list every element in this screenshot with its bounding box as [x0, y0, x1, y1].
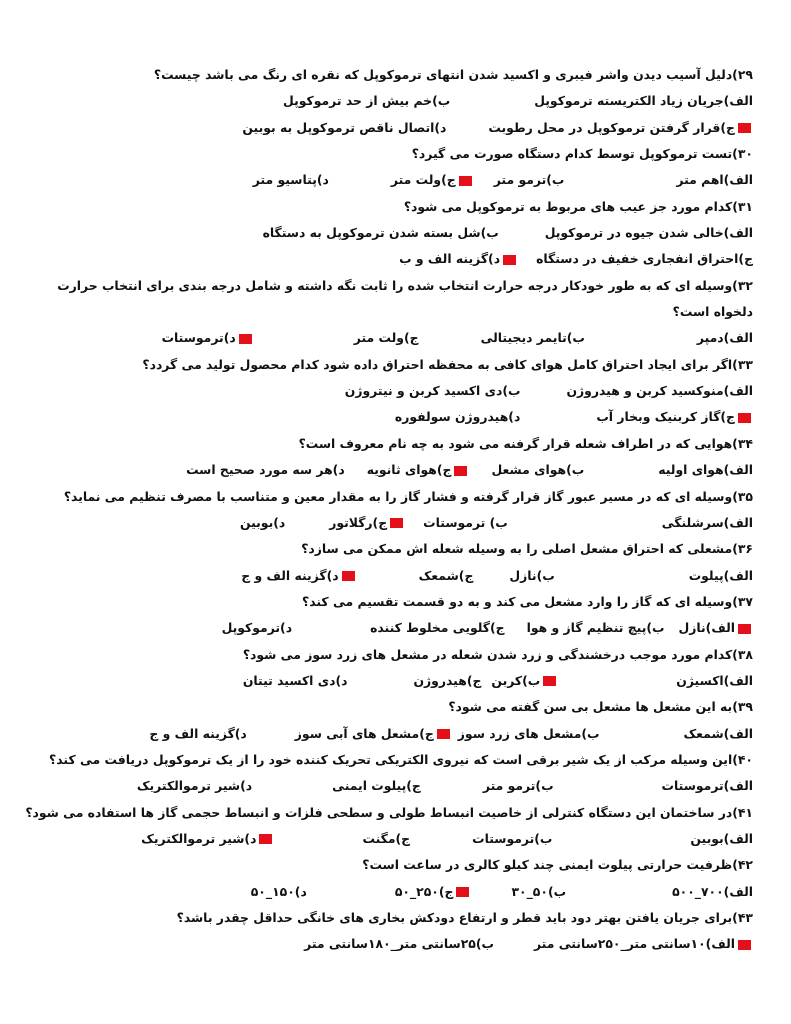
correct-answer-marker: [236, 325, 254, 351]
options-29a: [48, 88, 753, 114]
options-42: [48, 879, 753, 905]
option-c: ج)مگنت: [362, 830, 411, 846]
options-36: [48, 563, 753, 589]
options-34: [48, 457, 753, 483]
option-d: د)بوبین: [239, 514, 286, 530]
option-a: الف)اکسیژن: [676, 672, 753, 688]
question-35: ۳۵)وسیله ای که در مسیر عبور گاز قرار گرفته و فشار گاز را به مقدار معین و متناسب با مصرف تنظیم می نماید؟: [63, 488, 753, 504]
option-a: الف)۱۰سانتی متر_۲۵۰سانتی متر: [533, 936, 735, 952]
option-d: د)ترموکوپل: [221, 620, 293, 636]
question-43: ۴۳)برای جریان یافتن بهتر دود باید قطر و ارتفاع دودکش بخاری های خانگی حداقل چقدر باشد؟: [176, 910, 753, 925]
question-36: ۳۶)مشعلی که احتراق مشعل اصلی را به وسیله شعله اش ممکن می سازد؟: [301, 541, 753, 557]
options-31b: [48, 246, 753, 272]
correct-answer-marker: [540, 668, 558, 694]
option-c: ج)هیدروژن: [413, 672, 482, 688]
question-29: ۲۹)دلیل آسیب دیدن واشر فیبری و اکسید شدن انتهای ترموکوپل که نقره ای رنگ می باشد چیست؟: [153, 67, 753, 82]
option-b: ب)ترمو متر: [493, 172, 565, 188]
correct-answer-marker: [735, 404, 753, 430]
option-a: الف)۷۰۰_۵۰۰: [672, 883, 753, 899]
option-a: الف)ترموستات: [661, 778, 753, 794]
correct-answer-marker: [453, 879, 471, 905]
options-35: [48, 510, 753, 536]
options-33a: [48, 378, 753, 404]
question-42: ۴۲)ظرفیت حرارتی پیلوت ایمنی چند کیلو کالری در ساعت است؟: [362, 857, 753, 873]
option-c: ج)پیلوت ایمنی: [332, 778, 421, 794]
option-a: الف)دمپر: [696, 330, 753, 346]
option-b: ب)۵۰_۳۰: [511, 883, 567, 899]
option-c: ج)ولت متر: [390, 172, 456, 188]
option-c: ج)گلویی مخلوط کننده: [370, 620, 505, 636]
question-33: ۳۳)اگر برای ایجاد احتراق کامل هوای کافی به محفظه احتراق داده شود کدام محصول تولید می گردد؟: [142, 356, 753, 372]
option-b: ب)ترموستات: [472, 830, 553, 846]
option-b: ب)تایمر دیجیتالی: [480, 330, 585, 346]
option-c: ج)قرار گرفتن ترموکوپل در محل رطوبت: [488, 119, 735, 135]
option-d: د)هر سه مورد صحیح است: [186, 462, 345, 478]
option-d: د)۱۵۰_۵۰: [250, 883, 307, 899]
option-d: د)گزینه الف و ج: [241, 567, 339, 583]
option-a: الف)هوای اولیه: [658, 462, 753, 478]
question-40: ۴۰)این وسیله مرکب از یک شیر برقی است که نیروی الکتریکی تحریک کننده خود را از یک ترموکوپل دریافت می کند؟: [49, 751, 753, 767]
option-a: الف)جریان زیاد الکتریسته ترموکوپل: [534, 93, 753, 109]
option-d: د)پتاسیو متر: [252, 172, 329, 188]
option-c: ج)شمعک: [418, 567, 474, 583]
option-b: ب)دی اکسید کربن و نیتروژن: [344, 383, 521, 399]
option-d: د)دی اکسید تیتان: [242, 672, 348, 688]
option-d: د)گزینه الف و ب: [399, 251, 501, 267]
option-c: ج)ولت متر: [353, 330, 419, 346]
option-a: الف)سرشلنگی: [661, 514, 753, 530]
option-d: د)اتصال ناقص ترموکوپل به بوبین: [242, 119, 447, 135]
option-b: ب)۲۵سانتی متر_۱۸۰سانتی متر: [304, 936, 494, 952]
question-30: ۳۰)تست ترموکوپل توسط کدام دستگاه صورت می گیرد؟: [411, 146, 753, 162]
correct-answer-marker: [256, 826, 274, 852]
option-a: الف)پیلوت: [688, 567, 753, 583]
option-c: ج)گاز کربنیک وبخار آب: [596, 409, 735, 425]
option-b: ب)مشعل های زرد سوز: [457, 725, 600, 741]
options-31a: [48, 220, 753, 246]
option-a: الف)خالی شدن جیوه در ترموکوپل: [544, 225, 753, 241]
option-d: د)شیر ترموالکتریک: [141, 830, 257, 846]
option-b: ب)هوای مشعل: [491, 462, 585, 478]
option-b: ب)شل بسته شدن ترموکوپل به دستگاه: [262, 225, 499, 241]
option-c: ج)۲۵۰_۵۰: [394, 883, 454, 899]
question-41: ۴۱)در ساختمان این دستگاه کنترلی از خاصیت انبساط طولی و سطحی فلزات و انبساط حجمی گاز ها استفاده می شود؟: [25, 804, 753, 820]
options-40: [48, 773, 753, 799]
option-a: الف)شمعک: [683, 725, 753, 741]
option-b: ب) ترموستات: [423, 514, 508, 530]
options-37: [48, 615, 753, 641]
correct-answer-marker: [735, 115, 753, 141]
correct-answer-marker: [735, 615, 753, 641]
options-30: [48, 167, 753, 193]
option-a: الف)بوبین: [690, 830, 753, 846]
question-32-cont: دلخواه است؟: [672, 304, 753, 320]
correct-answer-marker: [387, 510, 405, 536]
question-34: ۳۴)هوایی که در اطراف شعله قرار گرفنه می شود به چه نام معروف است؟: [298, 435, 753, 451]
question-38: ۳۸)کدام مورد موجب درخشندگی و زرد شدن شعله در مشعل های زرد سوز می شود؟: [242, 646, 753, 662]
correct-answer-marker: [451, 457, 469, 483]
option-d: د)ترموستات: [161, 330, 236, 346]
options-29b: [48, 115, 753, 141]
option-a: الف)منوکسید کربن و هیدروژن: [566, 383, 753, 399]
correct-answer-marker: [500, 246, 518, 272]
option-d: د)هیدروژن سولفوره: [394, 409, 521, 425]
options-32: [48, 325, 753, 351]
option-d: د)گزینه الف و ج: [149, 725, 247, 741]
question-32: ۳۲)وسیله ای که به طور خودکار درجه حرارت انتخاب شده را ثابت نگه داشته و شامل درجه بندی برای انتخاب حرارت: [57, 277, 753, 293]
option-a: الف)نازل: [678, 620, 735, 636]
question-39: ۳۹)به این مشعل ها مشعل بی سن گفته می شود؟: [448, 699, 753, 715]
correct-answer-marker: [456, 167, 474, 193]
question-31: ۳۱)کدام مورد جز عیب های مربوط به ترموکوپل می شود؟: [403, 198, 753, 214]
question-37: ۳۷)وسیله ای که گاز را وارد مشعل می کند و به دو قسمت تقسیم می کند؟: [302, 593, 753, 609]
option-c: ج)مشعل های آبی سوز: [294, 725, 434, 741]
exam-page: [25, 62, 753, 958]
options-41: [48, 826, 753, 852]
options-38: [48, 668, 753, 694]
options-43: [48, 931, 753, 957]
option-c: ج)هوای ثانویه: [366, 462, 452, 478]
correct-answer-marker: [434, 721, 452, 747]
correct-answer-marker: [339, 563, 357, 589]
options-33b: [48, 404, 753, 430]
option-a: الف)اهم متر: [676, 172, 753, 188]
option-c: ج)رگلاتور: [329, 514, 388, 530]
option-b: ب)کربن: [491, 672, 541, 688]
option-b: ب)پیچ تنظیم گاز و هوا: [526, 620, 665, 636]
option-b: ب)خم بیش از حد ترموکوپل: [283, 93, 451, 109]
option-c: ج)احتراق انفجاری خفیف در دستگاه: [536, 251, 753, 267]
options-39: [48, 721, 753, 747]
option-b: ب)نازل: [509, 567, 555, 583]
option-b: ب)ترمو متر: [482, 778, 554, 794]
correct-answer-marker: [735, 931, 753, 957]
option-d: د)شیر ترموالکتریک: [136, 778, 253, 794]
